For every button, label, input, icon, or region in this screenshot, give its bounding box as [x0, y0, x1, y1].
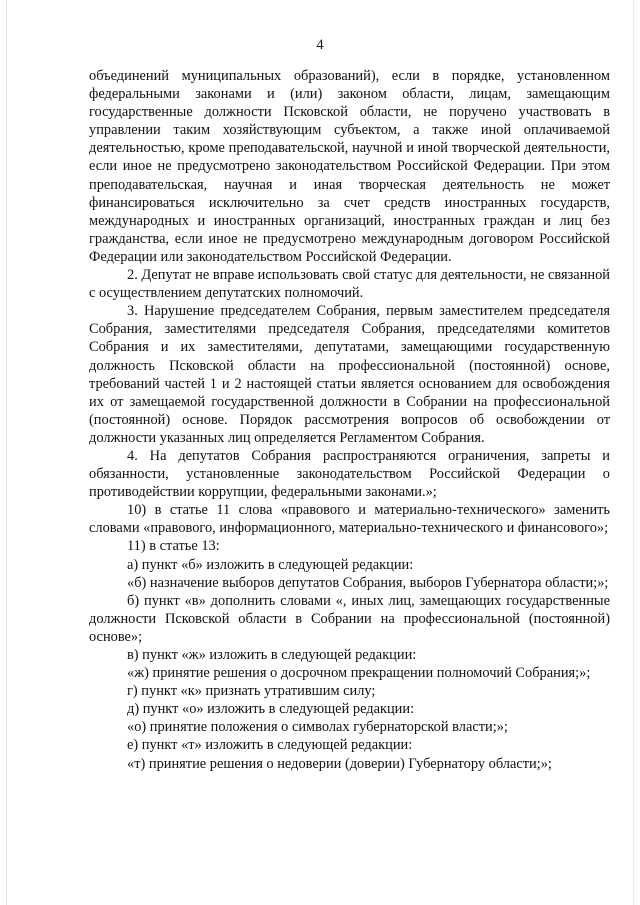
- paragraph-point-v: в) пункт «ж» изложить в следующей редакции:: [127, 647, 417, 663]
- scan-edge-right: [633, 0, 634, 905]
- paragraph-point-e: е) пункт «т» изложить в следующей редакции:: [127, 737, 413, 754]
- paragraph-quote-t: «т) принятие решения о недоверии (доверии) Губернатору области;»;: [127, 755, 552, 772]
- paragraph-point-a: а) пункт «б» изложить в следующей редакции:: [127, 556, 414, 573]
- paragraph-subitem-10: 10) в статье 11 слова «правового и материально-технического» заменить словами «правового, информационного, материально-технического и финансового»;: [89, 502, 610, 537]
- paragraph-item-3: 3. Нарушение председателем Собрания, первым заместителем председателя Собрания, заместителями председателя Собрания, председателями комитетов Собрания и их заместителями, депутатами, замещающими государственную должность Псковской области на профессиональной (постоянной) основе, требований частей 1 и 2 настоящей статьи является основанием для освобождения их от замещаемой государственной должности в Собрании на профессиональной (постоянной) основе. Порядок рассмотрения вопросов об освобождении от должности указанных лиц определяется Регламентом Собрания.: [89, 303, 610, 446]
- paragraph-point-g: г) пункт «к» признать утратившим силу;: [127, 683, 376, 700]
- paragraph-quote-zh: «ж) принятие решения о досрочном прекращении полномочий Собрания;»;: [127, 665, 591, 682]
- paragraph-item-4: 4. На депутатов Собрания распространяются ограничения, запреты и обязанности, установленные законодательством Российской Федерации о противодействии коррупции, федеральными законами.»;: [89, 447, 610, 501]
- paragraph-point-b: б) пункт «в» дополнить словами «, иных лиц, замещающих государственные должности Псковской области в Собрании на профессиональной (постоянной) основе»;: [89, 592, 610, 645]
- paragraph-subitem-11: 11) в статье 13:: [127, 538, 220, 555]
- paragraph-continuation: объединений муниципальных образований), если в порядке, установленном федеральными законами и (или) законом области, лицам, замещающим государственные должности Псковской области, не поручено участвовать в управлении таким хозяйствующим субъектом, а также иной оплачиваемой деятельностью, кроме преподавательской, научной и иной творческой деятельности, если иное не предусмотрено законодательством Российской Федерации. При этом преподавательская, научная и иная творческая деятельность не может финансироваться исключительно за счет средств иностранных государств, международных и иностранных организаций, иностранных граждан и лиц без гражданства, если иное не предусмотрено международным договором Российской Федерации или законодательством Российской Федерации.: [89, 68, 610, 265]
- paragraph-item-2: 2. Депутат не вправе использовать свой статус для деятельности, не связанной с осуществлением депутатских полномочий.: [89, 267, 610, 302]
- paragraph-quote-b: «б) назначение выборов депутатов Собрания, выборов Губернатора области;»;: [127, 574, 609, 591]
- page-number: 4: [316, 37, 324, 53]
- document-body: [89, 67, 610, 773]
- paragraph-quote-o: «о) принятие положения о символах губернаторской власти;»;: [127, 719, 508, 736]
- paragraph-point-d: д) пункт «о» изложить в следующей редакции:: [127, 701, 415, 718]
- scan-edge-left: [6, 0, 7, 905]
